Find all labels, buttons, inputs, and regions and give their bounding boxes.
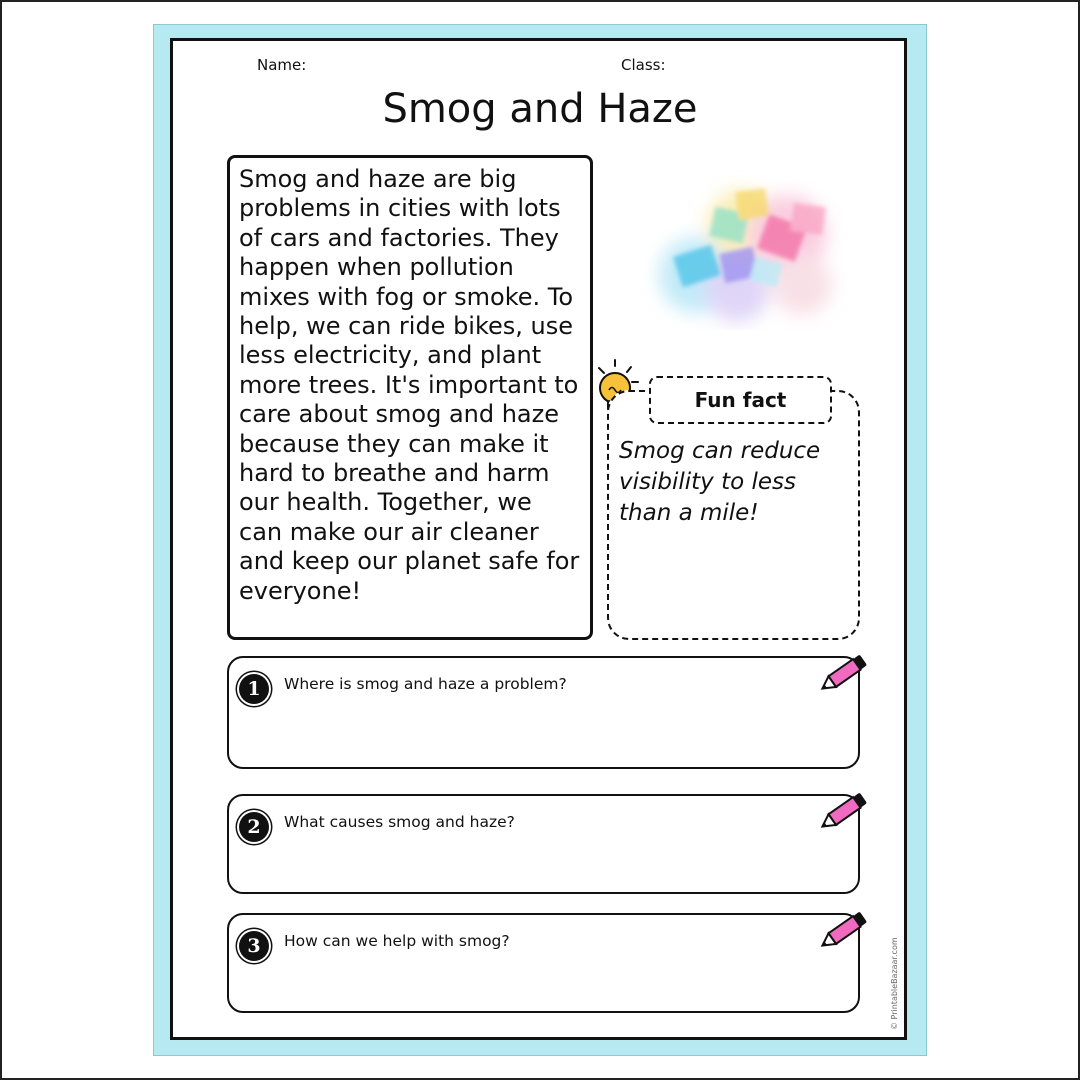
fun-fact-label: Fun fact — [649, 376, 832, 424]
question-2-answer-box[interactable] — [227, 794, 860, 894]
question-number-badge: 2 — [239, 812, 269, 842]
question-text: Where is smog and haze a problem? — [284, 675, 567, 693]
page-title: Smog and Haze — [382, 86, 698, 132]
reading-passage — [227, 155, 593, 640]
name-label: Name: — [257, 56, 307, 74]
pencil-icon — [816, 788, 872, 836]
question-text: What causes smog and haze? — [284, 813, 515, 831]
question-number-badge: 3 — [239, 931, 269, 961]
pencil-icon — [816, 650, 872, 698]
question-3-answer-box[interactable] — [227, 913, 860, 1013]
class-label: Class: — [621, 56, 666, 74]
question-number-badge: 1 — [239, 674, 269, 704]
pencil-icon — [816, 907, 872, 955]
question-1-answer-box[interactable] — [227, 656, 860, 769]
question-text: How can we help with smog? — [284, 932, 510, 950]
fun-fact-text: Smog can reduce visibility to less than a mile! — [619, 438, 821, 526]
smog-illustration — [642, 165, 847, 330]
passage-text: Smog and haze are big problems in cities with lots of cars and factories. They happen when pollution mixes with fog or smoke. To help, we can ride bikes, use less electricity, and plant more trees. It's important to care about smog and haze because they can make it hard to breathe and harm our health. Together, we can make our air cleaner and keep our planet safe for everyone! — [239, 165, 580, 605]
watermark: © PrintableBazaar.com — [890, 937, 899, 1030]
